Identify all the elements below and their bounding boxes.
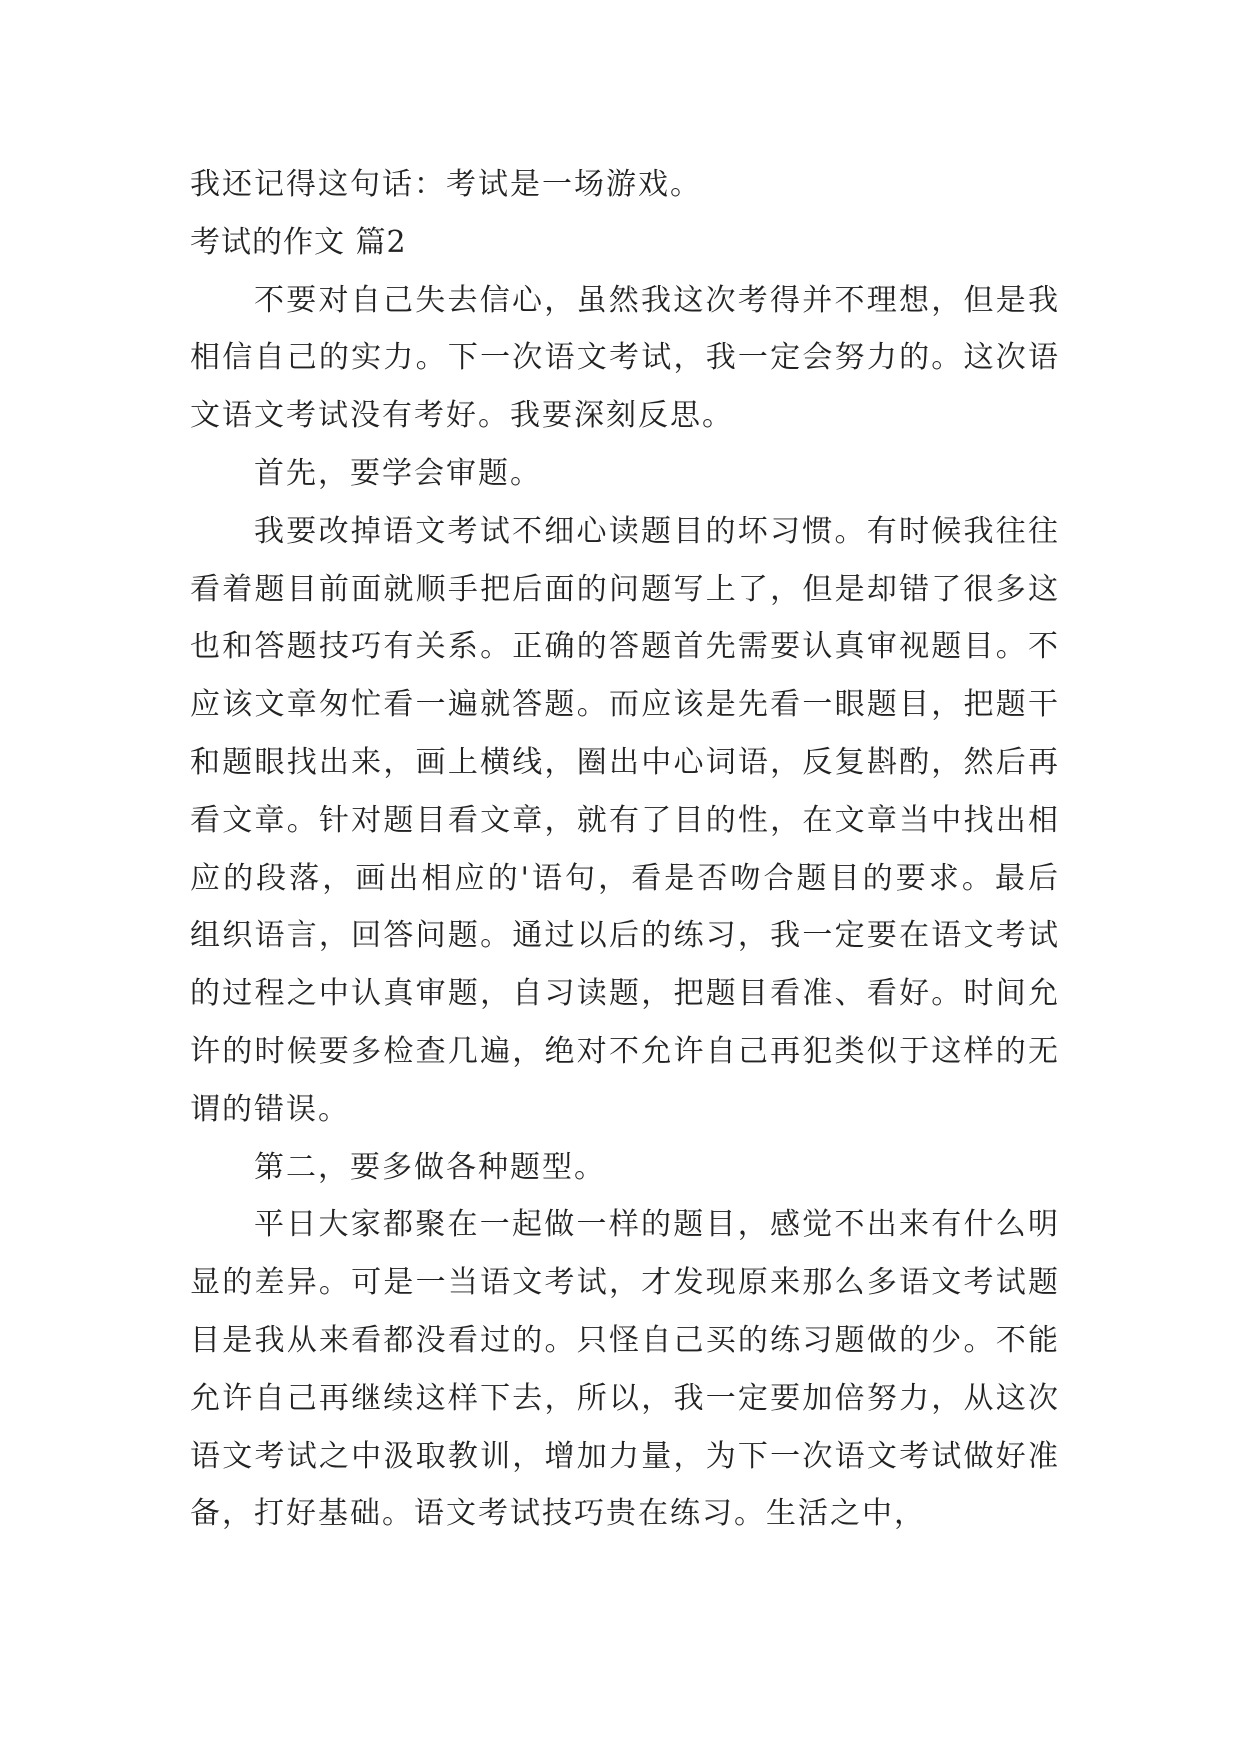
paragraph: 不要对自己失去信心，虽然我这次考得并不理想，但是我相信自己的实力。下一次语文考试，我一定会努力的。这次语文语文考试没有考好。我要深刻反思。 bbox=[190, 282, 1060, 434]
paragraph: 我要改掉语文考试不细心读题目的坏习惯。有时候我往往看着题目前面就顺手把后面的问题写上了，但是却错了很多这也和答题技巧有关系。正确的答题首先需要认真审视题目。不应该文章匆忙看一遍就答题。而应该是先看一眼题目，把题干和题眼找出来，画上横线，圈出中心词语，反复斟酌，然后再看文章。针对题目看文章，就有了目的性，在文章当中找出相应的段落，画出相应的'语句，看是否吻合题目的要求。最后组织语言，回答问题。通过以后的练习，我一定要在语文考试的过程之中认真审题，自习读题，把题目看准、看好。时间允许的时候要多检查几遍，绝对不允许自己再犯类似于这样的无谓的错误。 bbox=[190, 513, 1060, 1127]
document-body bbox=[190, 156, 1060, 1543]
paragraph: 首先，要学会审题。 bbox=[254, 455, 542, 491]
paragraph-closing-line: 我还记得这句话：考试是一场游戏。 bbox=[190, 167, 702, 202]
paragraph: 第二，要多做各种题型。 bbox=[254, 1149, 606, 1185]
paragraph: 平日大家都聚在一起做一样的题目，感觉不出来有什么明显的差异。可是一当语文考试，才发现原来那么多语文考试题目是我从来看都没看过的。只怪自己买的练习题做的少。不能允许自己再继续这样下去，所以，我一定要加倍努力，从这次语文考试之中汲取教训，增加力量，为下一次语文考试做好准备，打好基础。语文考试技巧贵在练习。生活之中， bbox=[190, 1207, 1060, 1532]
essay-title: 考试的作文 篇2 bbox=[190, 224, 407, 260]
